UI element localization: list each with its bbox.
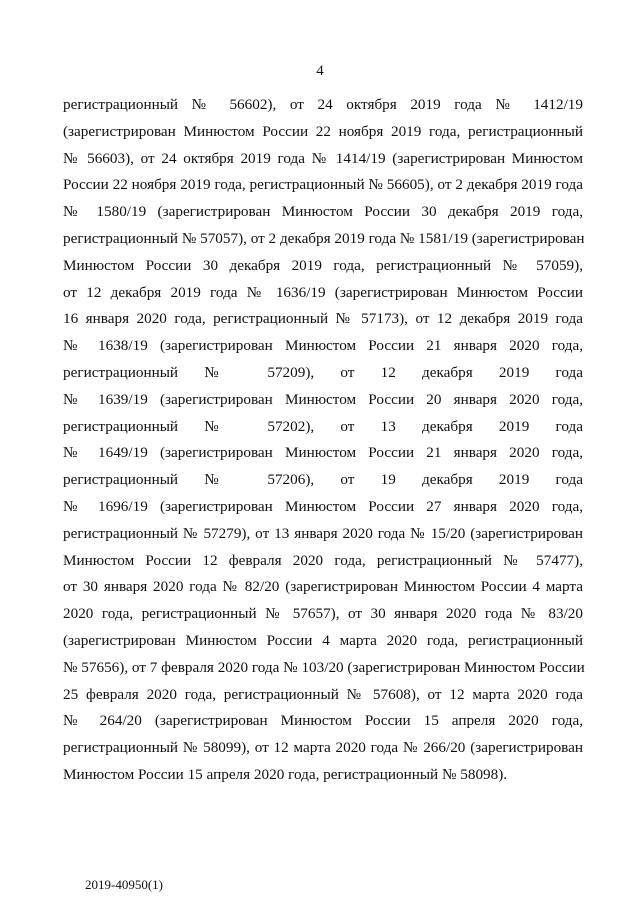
text-line: 2020 года, регистрационный № 57657), от 30 января 2020 года № 83/20 — [63, 605, 583, 623]
text-line: регистрационный № 56602), от 24 октября 2019 года № 1412/19 — [63, 96, 583, 113]
text-line: регистрационный № 57202), от 13 декабря 2019 года — [63, 417, 583, 435]
page-number: 4 — [316, 63, 324, 79]
text-line: Минюстом России 30 декабря 2019 года, регистрационный № 57059), — [63, 256, 583, 274]
text-line: (зарегистрирован Минюстом России 4 марта 2020 года, регистрационный — [63, 631, 583, 649]
text-line: от 30 января 2020 года № 82/20 (зарегистрирован Минюстом России 4 марта — [63, 578, 583, 596]
text-line: № 1638/19 (зарегистрирован Минюстом России 21 января 2020 года, — [63, 337, 583, 355]
text-line: регистрационный № 57279), от 13 января 2020 года № 15/20 (зарегистрирован — [63, 524, 583, 542]
text-line: (зарегистрирован Минюстом России 22 ноября 2019 года, регистрационный — [63, 122, 583, 140]
text-line: от 12 декабря 2019 года № 1636/19 (зарегистрирован Минюстом России — [63, 283, 583, 301]
text-line: 16 января 2020 года, регистрационный № 57173), от 12 декабря 2019 года — [63, 310, 583, 328]
text-line: регистрационный № 57206), от 19 декабря 2019 года — [63, 471, 583, 489]
text-line: регистрационный № 57209), от 12 декабря 2019 года — [63, 363, 583, 381]
text-line: 25 февраля 2020 года, регистрационный № 57608), от 12 марта 2020 года — [63, 685, 583, 703]
text-line-last: Минюстом России 15 апреля 2020 года, регистрационный № 58098). — [63, 765, 508, 783]
body-paragraph — [63, 92, 583, 789]
text-line: № 57656), от 7 февраля 2020 года № 103/20 (зарегистрирован Минюстом России — [63, 658, 585, 676]
text-line: № 56603), от 24 октября 2019 года № 1414/19 (зарегистрирован Минюстом — [63, 149, 583, 167]
text-line: Минюстом России 12 февраля 2020 года, регистрационный № 57477), — [63, 551, 583, 569]
text-line: № 1696/19 (зарегистрирован Минюстом России 27 января 2020 года, — [63, 497, 583, 515]
text-line: № 1580/19 (зарегистрирован Минюстом России 30 декабря 2019 года, — [63, 203, 583, 221]
text-line: № 1639/19 (зарегистрирован Минюстом России 20 января 2020 года, — [63, 390, 583, 408]
text-line: № 1649/19 (зарегистрирован Минюстом России 21 января 2020 года, — [63, 444, 583, 462]
text-line: регистрационный № 58099), от 12 марта 2020 года № 266/20 (зарегистрирован — [63, 739, 583, 757]
document-id: 2019-40950(1) — [85, 877, 163, 892]
text-line: № 264/20 (зарегистрирован Минюстом России 15 апреля 2020 года, — [63, 712, 583, 730]
text-line: России 22 ноября 2019 года, регистрационный № 56605), от 2 декабря 2019 года — [63, 176, 583, 194]
text-line: регистрационный № 57057), от 2 декабря 2019 года № 1581/19 (зарегистрирован — [63, 229, 585, 247]
